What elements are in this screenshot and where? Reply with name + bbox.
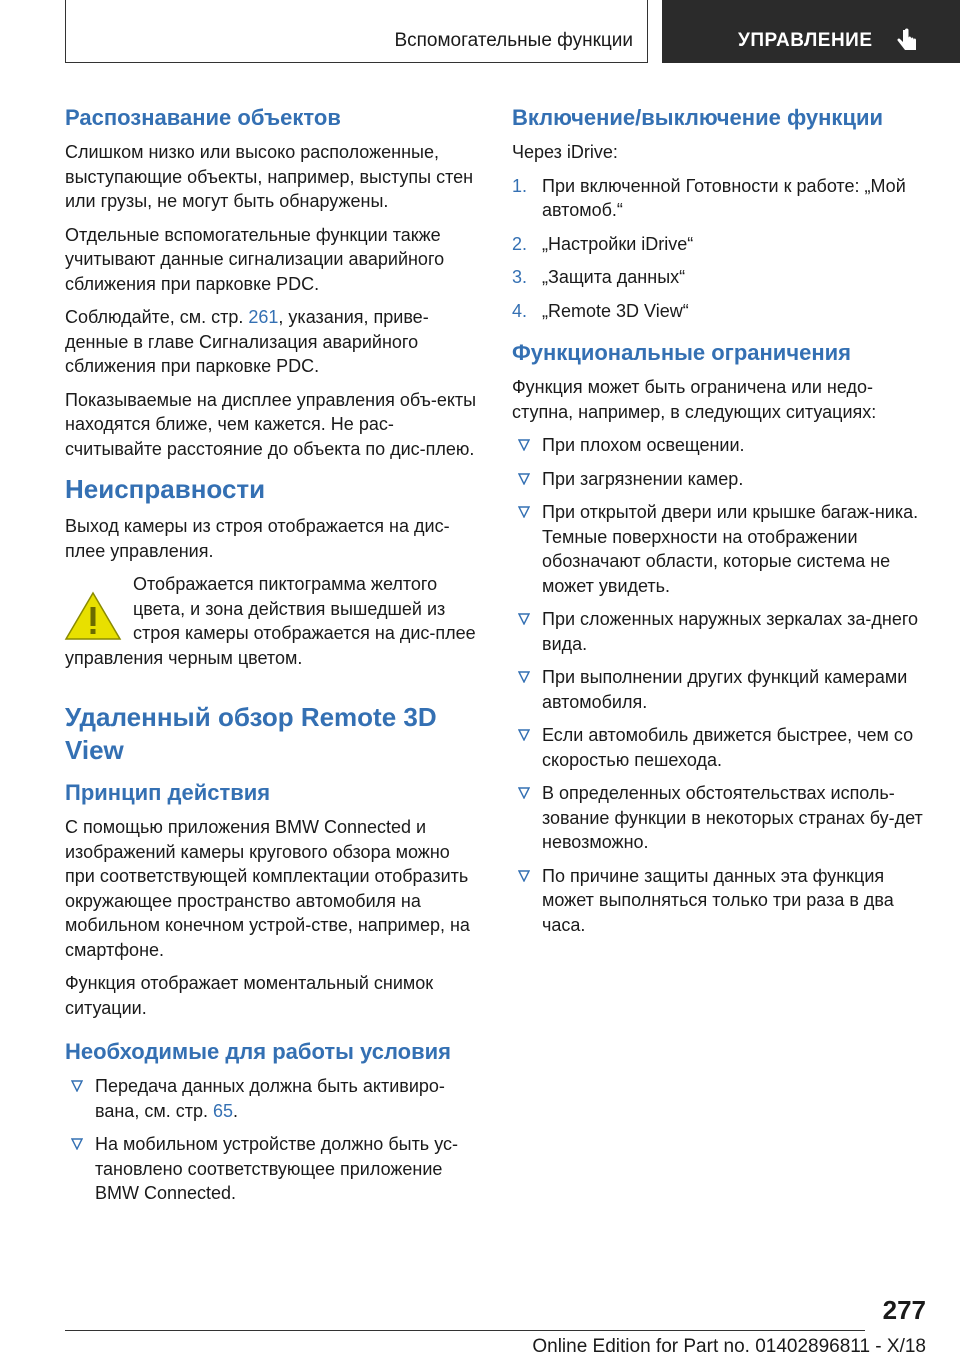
- list-item: [512, 781, 932, 855]
- paragraph-with-link: Соблюдайте, см. стр. 261, указания, приве-денные в главе Сигнализация аварийного сближения при парковке PDC.: [65, 307, 429, 376]
- triangle-bullet-icon: [518, 729, 530, 741]
- right-column: [512, 100, 932, 946]
- paragraph: Слишком низко или высоко расположенные, выступающие объекты, например, выступы стен или грузы, не могут быть обнаружены.: [65, 142, 474, 211]
- list-item: [512, 607, 932, 656]
- step-text: „Защита данных“: [542, 267, 686, 287]
- list-item-text: При загрязнении камер.: [542, 468, 744, 489]
- page-number: 277: [882, 1295, 926, 1325]
- heading-principle: Принцип действия: [65, 780, 271, 805]
- footer-divider: [65, 1330, 865, 1331]
- list-item: [512, 500, 932, 598]
- heading-on-off: Включение/выключение функции: [512, 105, 884, 130]
- pointing-hand-icon: [894, 28, 920, 54]
- step-number: 3.: [512, 267, 528, 287]
- list-item: Передача данных должна быть активиро-вана, см. стр. 65.: [65, 1074, 477, 1123]
- triangle-bullet-icon: [518, 787, 530, 799]
- left-column: [65, 100, 477, 1215]
- triangle-bullet-icon: [71, 1080, 83, 1092]
- list-item: [512, 864, 932, 938]
- step-text: „Remote 3D View“: [542, 300, 689, 321]
- triangle-bullet-icon: [71, 1138, 83, 1150]
- paragraph: С помощью приложения BMW Connected и изображений камеры кругового обзора можно при соответствующей комплектации отобразить окружающее пространство автомобиля на мобильном конечном устрой-стве, например, на смартфоне.: [65, 817, 470, 960]
- step-number: 1.: [512, 175, 528, 196]
- triangle-bullet-icon: [518, 473, 530, 485]
- warning-note: [65, 572, 477, 679]
- triangle-bullet-icon: [518, 506, 530, 518]
- step-item: [512, 232, 932, 257]
- paragraph: Показываемые на дисплее управления объ-екты находятся ближе, чем кажется. Не рас-считывайте расстояние до объекта по дис-плею.: [65, 389, 477, 459]
- step-text: „Настройки iDrive“: [542, 233, 694, 254]
- warning-text: Отображается пиктограмма желтого цвета, и зона действия вышедшей из строя камеры отображается на дис-плее управления черным цветом.: [65, 574, 476, 668]
- list-item-text: По причине защиты данных эта функция может выполняться только три раза в два часа.: [542, 865, 894, 935]
- heading-limitations: Функциональные ограничения: [512, 340, 851, 365]
- heading-faults: Неисправности: [65, 474, 266, 504]
- step-item: [512, 299, 932, 324]
- step-number: 4.: [512, 300, 528, 321]
- list-item: [512, 433, 932, 458]
- header-chapter-title: УПРАВЛЕНИЕ: [738, 30, 873, 51]
- header-section-title: Вспомогательные функции: [394, 30, 633, 51]
- list-item-text: При открытой двери или крышке багаж-ника. Темные поверхности на отображении обозначают области, которые система не может увидеть.: [542, 502, 919, 596]
- paragraph: Функция может быть ограничена или недо-ступна, например, в следующих ситуациях:: [512, 377, 877, 422]
- heading-object-recognition: Распознавание объектов: [65, 105, 341, 130]
- limitations-list: [512, 433, 932, 937]
- page-link-65[interactable]: 65: [212, 1100, 233, 1121]
- heading-remote-3d-view: Удаленный обзор Remote 3D View: [65, 702, 437, 765]
- step-item: [512, 174, 932, 223]
- step-item: [512, 265, 932, 290]
- paragraph: Через iDrive:: [512, 142, 618, 162]
- paragraph: Функция отображает моментальный снимок ситуации.: [65, 973, 434, 1018]
- steps-list: [512, 174, 932, 324]
- footer-text: Online Edition for Part no. 01402896811 - X/18: [532, 1336, 926, 1357]
- header-chapter-box: [662, 0, 960, 63]
- heading-requirements: Необходимые для работы условия: [65, 1039, 451, 1064]
- step-number: 2.: [512, 233, 528, 254]
- triangle-bullet-icon: [518, 613, 530, 625]
- triangle-bullet-icon: [518, 439, 530, 451]
- step-text: При включенной Готовности к работе: „Мой автомоб.“: [542, 175, 906, 220]
- header-section-box: [65, 0, 648, 63]
- list-item: [512, 723, 932, 772]
- list-item-text: Если автомобиль движется быстрее, чем со скоростью пешехода.: [542, 725, 914, 770]
- paragraph: Выход камеры из строя отображается на дис-плее управления.: [65, 516, 450, 561]
- list-item: На мобильном устройстве должно быть ус-тановлено соответствующее приложение BMW Connected.: [65, 1132, 477, 1206]
- list-item-text: В определенных обстоятельствах исполь-зование функции в некоторых странах бу-дет невозможно.: [542, 783, 923, 852]
- page-link-261[interactable]: 261: [248, 307, 279, 327]
- list-item-text: При сложенных наружных зеркалах за-днего вида.: [542, 609, 919, 654]
- list-item: [512, 467, 932, 492]
- paragraph: Отдельные вспомогательные функции также учитывают данные сигнализации аварийного сближения при парковке PDC.: [65, 224, 445, 294]
- triangle-bullet-icon: [518, 870, 530, 882]
- triangle-bullet-icon: [518, 671, 530, 683]
- list-item-text: При выполнении других функций камерами автомобиля.: [542, 667, 908, 712]
- list-item: [512, 665, 932, 714]
- warning-triangle-icon: [63, 590, 123, 642]
- list-item-text: При плохом освещении.: [542, 435, 745, 455]
